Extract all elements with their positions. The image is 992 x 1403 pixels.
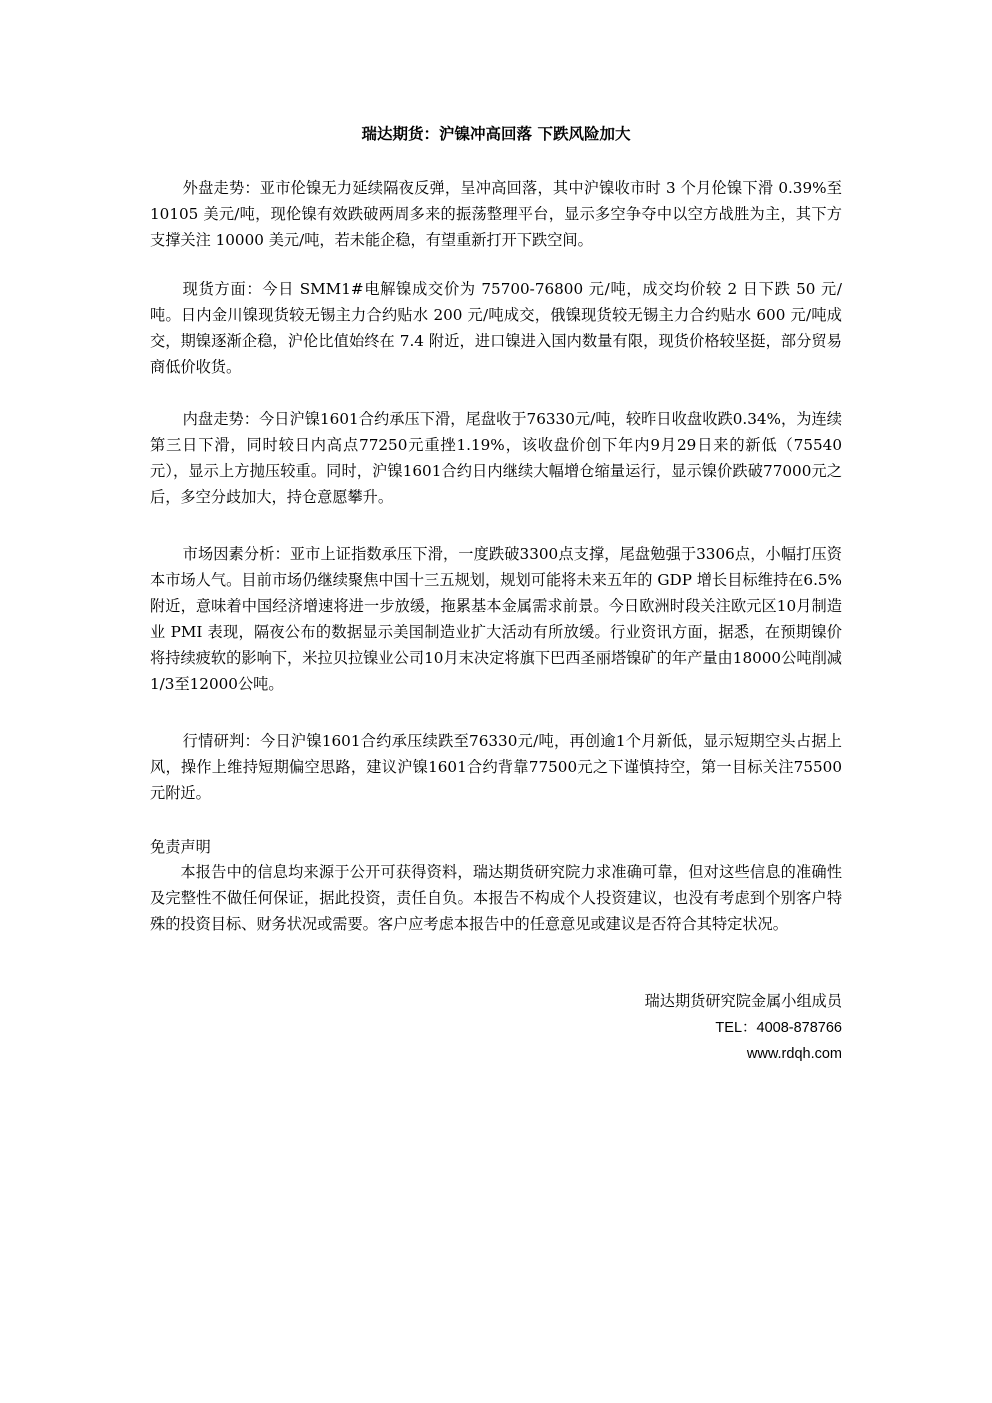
signature-website: www.rdqh.com <box>746 1046 842 1062</box>
disclaimer-text: 本报告中的信息均来源于公开可获得资料，瑞达期货研究院力求准确可靠，但对这些信息的准确性及完整性不做任何保证，据此投资，责任自负。本报告不构成个人投资建议，也没有考虑到个别客户特殊的投资目标、财务状况或需要。客户应考虑本报告中的任意意见或建议是否符合其特定状况。 <box>150 863 842 933</box>
paragraph-outlook: 行情研判：今日沪镍1601合约承压续跌至76330元/吨，再创逾1个月新低，显示短期空头占据上风，操作上维持短期偏空思路，建议沪镍1601合约背靠77500元之下谨慎持空，第一目标关注75500元附近。 <box>150 732 842 802</box>
disclaimer-heading: 免责声明 <box>150 838 211 856</box>
paragraph-spot-market: 现货方面：今日 SMM1#电解镍成交价为 75700-76800 元/吨，成交均价较 2 日下跌 50 元/吨。日内金川镍现货较无锡主力合约贴水 200 元/吨成交，俄镍现货较无锡主力合约贴水 600 元/吨成交，期镍逐渐企稳，沪伦比值始终在 7.4 附近，进口镍进入国内数量有限，现货价格较坚挺，部分贸易商低价收货。 <box>150 280 842 376</box>
paragraph-market-factors: 市场因素分析：亚市上证指数承压下滑，一度跌破3300点支撑，尾盘勉强于3306点，小幅打压资本市场人气。目前市场仍继续聚焦中国十三五规划，规划可能将未来五年的 GDP 增长目标维持在6.5%附近，意味着中国经济增速将进一步放缓，拖累基本金属需求前景。今日欧洲时段关注欧元区10月制造业 PMI 表现，隔夜公布的数据显示美国制造业扩大活动有所放缓。行业资讯方面，据悉，在预期镍价将持续疲软的影响下，米拉贝拉镍业公司10月末决定将旗下巴西圣丽塔镍矿的年产量由18000公吨削减1/3至12000公吨。 <box>150 545 842 693</box>
signature-tel: TEL：4008-878766 <box>715 1020 842 1036</box>
paragraph-domestic-market: 内盘走势：今日沪镍1601合约承压下滑，尾盘收于76330元/吨，较昨日收盘收跌0.34%，为连续第三日下滑，同时较日内高点77250元重挫1.19%，该收盘价创下年内9月29日来的新低（75540元），显示上方抛压较重。同时，沪镍1601合约日内继续大幅增仓缩量运行，显示镍价跌破77000元之后，多空分歧加大，持仓意愿攀升。 <box>150 410 842 506</box>
document-title: 瑞达期货：沪镍冲高回落 下跌风险加大 <box>361 125 631 143</box>
paragraph-external-market: 外盘走势：亚市伦镍无力延续隔夜反弹，呈冲高回落，其中沪镍收市时 3 个月伦镍下滑 0.39%至 10105 美元/吨，现伦镍有效跌破两周多来的振荡整理平台，显示多空争夺中以空方战胜为主，其下方支撑关注 10000 美元/吨，若未能企稳，有望重新打开下跌空间。 <box>150 179 842 249</box>
signature-org: 瑞达期货研究院金属小组成员 <box>644 992 842 1010</box>
